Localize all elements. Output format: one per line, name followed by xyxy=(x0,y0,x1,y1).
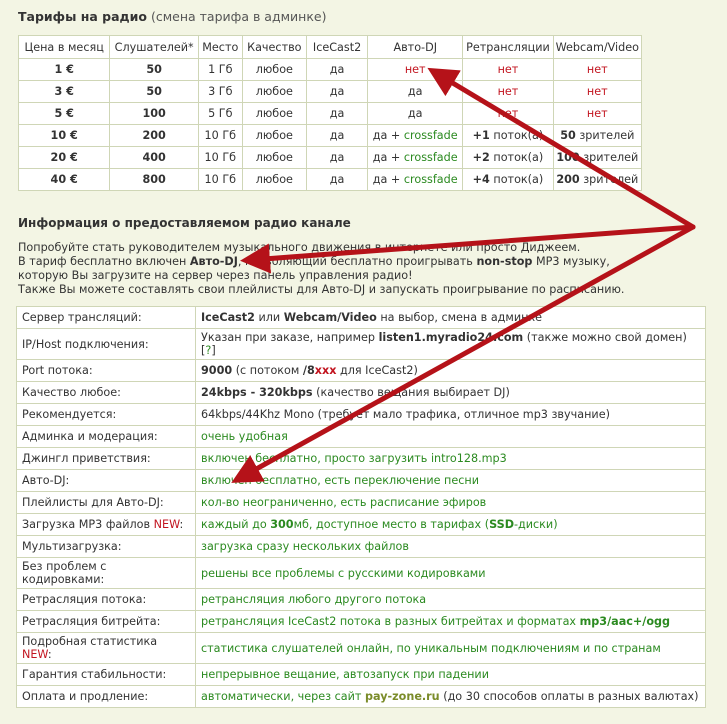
info-row-upload: Загрузка MP3 файлов NEW: каждый до 300мб, доступное место в тарифах (SSD-диски) xyxy=(17,514,706,536)
info-row-jingle: Джингл приветствия: включен бесплатно, просто загрузить intro128.mp3 xyxy=(17,448,706,470)
info-row-stats: Подробная статистика NEW: статистика слушателей онлайн, по уникальным подключениям и по странам xyxy=(17,633,706,664)
info-row-server: Сервер трансляций: IceCast2 или Webcam/Video на выбор, смена в админке xyxy=(17,307,706,329)
col-autodj: Авто-DJ xyxy=(368,36,463,59)
info-row-autodj: Авто-DJ: включен бесплатно, есть переключение песни xyxy=(17,470,706,492)
new-badge: NEW xyxy=(22,648,48,661)
info-row-admin: Админка и модерация: очень удобная xyxy=(17,426,706,448)
tariff-row: 20 € 400 10 Гб любое да да + crossfade +2 поток(а) 100 зрителей xyxy=(19,147,642,169)
info-row-payment: Оплата и продление: автоматически, через сайт pay-zone.ru (до 30 способов оплаты в разных валютах) xyxy=(17,686,706,708)
info-row-recommended: Рекомендуется: 64kbps/44Khz Mono (требует мало трафика, отличное mp3 звучание) xyxy=(17,404,706,426)
info-table xyxy=(16,306,706,708)
new-badge: NEW xyxy=(153,518,180,531)
tariff-row: 40 € 800 10 Гб любое да да + crossfade +4 поток(а) 200 зрителей xyxy=(19,169,642,191)
page-subtitle: (смена тарифа в админке) xyxy=(150,9,327,24)
tariff-row: 10 € 200 10 Гб любое да да + crossfade +1 поток(а) 50 зрителей xyxy=(19,125,642,147)
info-row-bitrate: Ретрасляция битрейта: ретрансляция IceCast2 потока в разных битрейтах и форматах mp3/aac+/ogg xyxy=(17,611,706,633)
col-space: Место xyxy=(198,36,242,59)
intro-text: Попробуйте стать руководителем музыкального движения в интернете или просто Диджеем. В тариф бесплатно включен Авто-DJ, позволяющий бесплатно проигрывать non-stop MP3 музыку, которую Вы загрузите на сервер через панель управления радио! Также Вы можете составлять свои плейлисты для Авто-DJ и запускать проигрывание по расписанию. xyxy=(18,241,625,296)
tariff-row: 5 € 100 5 Гб любое да да нет нет xyxy=(19,103,642,125)
info-row-port: Port потока: 9000 (с потоком /8xxx для IceCast2) xyxy=(17,360,706,382)
info-row-ip: IP/Host подключения: Указан при заказе, например listen1.myradio24.com (также можно свой домен) [?] xyxy=(17,329,706,360)
col-webcam: Webcam/Video xyxy=(553,36,641,59)
help-link[interactable]: ? xyxy=(205,344,212,357)
col-listeners: Слушателей* xyxy=(110,36,199,59)
info-row-stability: Гарантия стабильности: непрерывное вещание, автозапуск при падении xyxy=(17,664,706,686)
tariff-row: 3 € 50 3 Гб любое да да нет нет xyxy=(19,81,642,103)
tariff-table xyxy=(18,35,642,191)
info-row-relay: Ретрасляция потока: ретрансляция любого другого потока xyxy=(17,589,706,611)
info-row-encoding: Без проблем с кодировками: решены все проблемы с русскими кодировками xyxy=(17,558,706,589)
info-title: Информация о предоставляемом радио канале xyxy=(18,216,351,230)
col-relay: Ретрансляции xyxy=(463,36,553,59)
col-price: Цена в месяц xyxy=(19,36,110,59)
info-row-quality: Качество любое: 24kbps - 320kbps (качество вещания выбирает DJ) xyxy=(17,382,706,404)
pay-zone-link[interactable]: pay-zone.ru xyxy=(365,690,440,703)
info-row-playlists: Плейлисты для Авто-DJ: кол-во неограниченно, есть расписание эфиров xyxy=(17,492,706,514)
page-title: Тарифы на радио (смена тарифа в админке) xyxy=(18,9,327,24)
info-row-multiupload: Мультизагрузка: загрузка сразу нескольких файлов xyxy=(17,536,706,558)
tariff-header-row xyxy=(19,36,642,59)
tariff-row: 1 € 50 1 Гб любое да нет нет нет xyxy=(19,59,642,81)
col-quality: Качество xyxy=(242,36,306,59)
col-icecast: IceCast2 xyxy=(307,36,368,59)
